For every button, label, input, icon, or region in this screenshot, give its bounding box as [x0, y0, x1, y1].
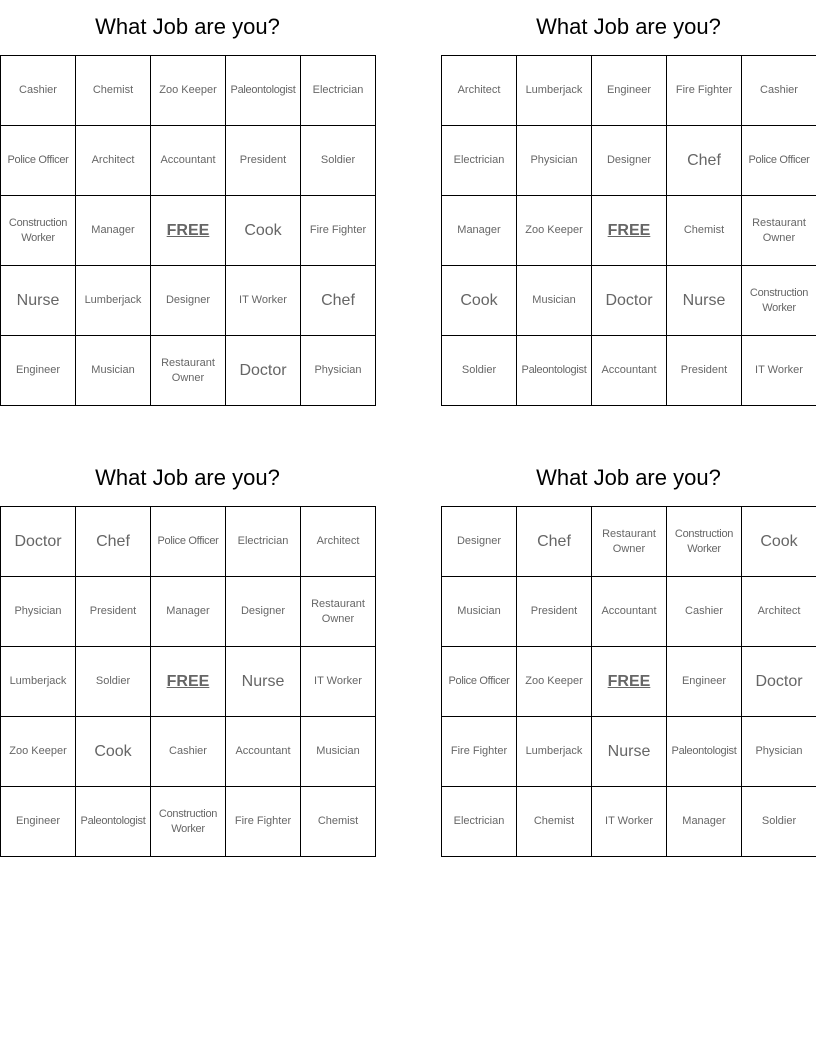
bingo-grid — [0, 55, 376, 406]
free-space: FREE — [151, 196, 226, 266]
bingo-cell: Cook — [76, 717, 151, 787]
card-title: What Job are you? — [536, 465, 721, 490]
bingo-card — [0, 451, 375, 857]
grid-row — [442, 266, 816, 336]
free-space: FREE — [592, 196, 667, 266]
grid-row — [442, 56, 816, 126]
bingo-cell: Fire Fighter — [442, 717, 517, 787]
grid-row — [1, 266, 376, 336]
bingo-grid — [441, 506, 816, 857]
bingo-cell: Electrician — [442, 787, 517, 857]
bingo-cell: President — [226, 126, 301, 196]
grid-row — [1, 717, 376, 787]
bingo-cell: Chef — [76, 507, 151, 577]
bingo-cell: Chemist — [301, 787, 376, 857]
card-title: What Job are you? — [536, 14, 721, 39]
bingo-cell: Soldier — [76, 647, 151, 717]
bingo-cell: Musician — [517, 266, 592, 336]
bingo-cell: Police Officer — [151, 507, 226, 577]
bingo-cell: Designer — [151, 266, 226, 336]
free-space: FREE — [151, 647, 226, 717]
bingo-cell: Designer — [592, 126, 667, 196]
bingo-cell: Police Officer — [1, 126, 76, 196]
bingo-cell: Electrician — [301, 56, 376, 126]
bingo-cell: Engineer — [1, 787, 76, 857]
bingo-cell: Lumberjack — [1, 647, 76, 717]
grid-row — [442, 507, 816, 577]
grid-row — [442, 647, 816, 717]
bingo-cell: Police Officer — [742, 126, 816, 196]
bingo-card — [0, 0, 375, 406]
bingo-cell: Restaurant Owner — [151, 336, 226, 406]
bingo-cell: Engineer — [1, 336, 76, 406]
bingo-cell: Chef — [667, 126, 742, 196]
grid-row — [442, 717, 816, 787]
bingo-cell: Architect — [301, 507, 376, 577]
bingo-cell: Chemist — [517, 787, 592, 857]
bingo-cell: Cashier — [742, 56, 816, 126]
grid-row — [1, 787, 376, 857]
bingo-cell: Soldier — [301, 126, 376, 196]
bingo-cell: Cashier — [667, 577, 742, 647]
bingo-cell: Zoo Keeper — [1, 717, 76, 787]
bingo-cell: Chemist — [76, 56, 151, 126]
bingo-cell: Physician — [517, 126, 592, 196]
bingo-cell: Nurse — [592, 717, 667, 787]
bingo-cell: Doctor — [226, 336, 301, 406]
bingo-cell: Architect — [442, 56, 517, 126]
bingo-cell: Police Officer — [442, 647, 517, 717]
bingo-cell: Chef — [517, 507, 592, 577]
bingo-cell: Engineer — [667, 647, 742, 717]
bingo-cell: Paleontologist — [517, 336, 592, 406]
bingo-cell: Restaurant Owner — [301, 577, 376, 647]
bingo-cell: President — [517, 577, 592, 647]
bingo-cell: Cook — [226, 196, 301, 266]
bingo-cell: Cook — [742, 507, 816, 577]
bingo-cell: Construction Worker — [1, 196, 76, 266]
bingo-cell: Doctor — [1, 507, 76, 577]
bingo-card — [441, 0, 816, 406]
bingo-cell: Zoo Keeper — [517, 196, 592, 266]
bingo-cell: Nurse — [1, 266, 76, 336]
bingo-cell: Physician — [301, 336, 376, 406]
grid-row — [442, 577, 816, 647]
bingo-cell: Physician — [742, 717, 816, 787]
bingo-cell: Musician — [76, 336, 151, 406]
bingo-cell: Fire Fighter — [301, 196, 376, 266]
bingo-cell: President — [76, 577, 151, 647]
bingo-cell: Construction Worker — [742, 266, 816, 336]
grid-row — [1, 507, 376, 577]
grid-row — [442, 336, 816, 406]
grid-row — [442, 126, 816, 196]
bingo-cell: Construction Worker — [667, 507, 742, 577]
bingo-cell: Nurse — [667, 266, 742, 336]
bingo-cell: Soldier — [742, 787, 816, 857]
grid-row — [1, 336, 376, 406]
grid-row — [442, 787, 816, 857]
bingo-cell: Cashier — [151, 717, 226, 787]
bingo-cell: Manager — [667, 787, 742, 857]
bingo-cell: IT Worker — [742, 336, 816, 406]
bingo-cell: Cashier — [1, 56, 76, 126]
bingo-cell: Accountant — [592, 336, 667, 406]
bingo-cell: IT Worker — [301, 647, 376, 717]
bingo-cell: Restaurant Owner — [592, 507, 667, 577]
free-space: FREE — [592, 647, 667, 717]
bingo-cell: Electrician — [226, 507, 301, 577]
bingo-cell: Chef — [301, 266, 376, 336]
bingo-cell: Designer — [442, 507, 517, 577]
grid-row — [1, 56, 376, 126]
bingo-cell: Physician — [1, 577, 76, 647]
bingo-card — [441, 451, 816, 857]
bingo-cell: Paleontologist — [76, 787, 151, 857]
bingo-cell: Electrician — [442, 126, 517, 196]
card-title: What Job are you? — [95, 14, 280, 39]
bingo-cell: Fire Fighter — [226, 787, 301, 857]
bingo-cell: Engineer — [592, 56, 667, 126]
bingo-cell: Doctor — [592, 266, 667, 336]
grid-row — [1, 577, 376, 647]
bingo-cell: Zoo Keeper — [151, 56, 226, 126]
grid-row — [442, 196, 816, 266]
bingo-cell: Manager — [442, 196, 517, 266]
bingo-cell: Architect — [742, 577, 816, 647]
bingo-cell: Lumberjack — [517, 717, 592, 787]
bingo-cell: Restaurant Owner — [742, 196, 816, 266]
bingo-cell: IT Worker — [226, 266, 301, 336]
bingo-cell: Architect — [76, 126, 151, 196]
bingo-cell: Accountant — [151, 126, 226, 196]
bingo-cell: Musician — [301, 717, 376, 787]
bingo-cell: President — [667, 336, 742, 406]
bingo-cell: Paleontologist — [667, 717, 742, 787]
bingo-cell: Fire Fighter — [667, 56, 742, 126]
bingo-cell: Accountant — [226, 717, 301, 787]
bingo-grid — [0, 506, 376, 857]
bingo-grid — [441, 55, 816, 406]
grid-row — [1, 196, 376, 266]
bingo-cell: Lumberjack — [76, 266, 151, 336]
bingo-cell: Soldier — [442, 336, 517, 406]
bingo-cell: Lumberjack — [517, 56, 592, 126]
bingo-cell: Cook — [442, 266, 517, 336]
bingo-cell: Designer — [226, 577, 301, 647]
bingo-cell: Musician — [442, 577, 517, 647]
bingo-cell: Doctor — [742, 647, 816, 717]
bingo-cell: Paleontologist — [226, 56, 301, 126]
grid-row — [1, 647, 376, 717]
bingo-cell: Manager — [76, 196, 151, 266]
bingo-cell: IT Worker — [592, 787, 667, 857]
grid-row — [1, 126, 376, 196]
bingo-cell: Accountant — [592, 577, 667, 647]
bingo-cell: Manager — [151, 577, 226, 647]
bingo-cell: Construction Worker — [151, 787, 226, 857]
bingo-cell: Zoo Keeper — [517, 647, 592, 717]
bingo-cell: Nurse — [226, 647, 301, 717]
bingo-cell: Chemist — [667, 196, 742, 266]
card-title: What Job are you? — [95, 465, 280, 490]
